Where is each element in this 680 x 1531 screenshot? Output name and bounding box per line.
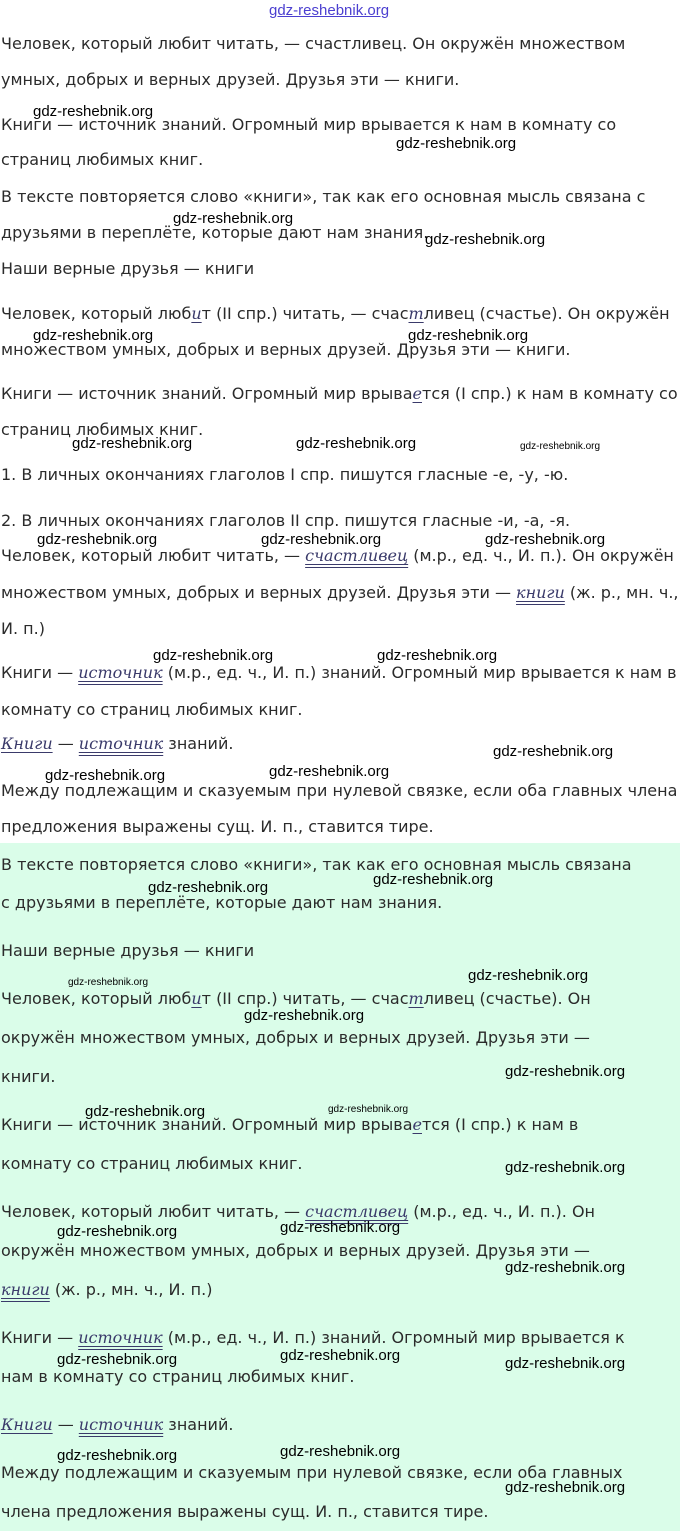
heading-line: Наши верные друзья — книги (1, 259, 255, 278)
analysis-line (1, 663, 677, 683)
dash: — (52, 734, 79, 753)
watermark: gdz-reshebnik.org (468, 967, 589, 984)
watermark: gdz-reshebnik.org (396, 135, 517, 152)
paragraph-line: окружён множеством умных, добрых и верных друзей. Друзья эти — (1, 1028, 590, 1047)
analysis-line (1, 583, 678, 603)
analysis-line (1, 1328, 625, 1348)
paragraph-line: страниц любимых книг. (1, 420, 204, 439)
text: Человек, который любит читать, — (1, 546, 306, 565)
text: тся (I спр.) к нам в комнату со (422, 384, 678, 403)
watermark: gdz-reshebnik.org (296, 435, 417, 452)
watermark: gdz-reshebnik.org (505, 1063, 626, 1080)
consonant-mark: т (408, 989, 424, 1008)
paragraph-line: умных, добрых и верных друзей. Друзья эти — книги. (1, 70, 460, 89)
paragraph-line: комнату со страниц любимых книг. (1, 700, 303, 719)
watermark: gdz-reshebnik.org (244, 1007, 365, 1024)
paragraph-line: окружён множеством умных, добрых и верных друзей. Друзья эти — (1, 1241, 590, 1260)
watermark: gdz-reshebnik.org (280, 1443, 401, 1460)
text: т (II спр.) читать, — счас (201, 989, 409, 1008)
watermark: gdz-reshebnik.org (280, 1219, 401, 1236)
rule-line: 2. В личных окончаниях глаголов II спр. пишутся гласные -и, -а, -я. (1, 511, 571, 530)
rule-line: Между подлежащим и сказуемым при нулевой связке, если оба главных (1, 1463, 623, 1482)
predicate-word: книги (516, 583, 565, 602)
vowel-mark: и (191, 304, 202, 323)
text: Книги — источник знаний. Огромный мир врыва (1, 1115, 413, 1134)
watermark: gdz-reshebnik.org (261, 531, 382, 548)
heading-line: Наши верные друзья — книги (1, 941, 255, 960)
predicate-word: счастливец (305, 1202, 409, 1221)
predicate-word: счастливец (305, 546, 409, 565)
text: (м.р., ед. ч., И. п.). Он (408, 1202, 595, 1221)
watermark: gdz-reshebnik.org (505, 1159, 626, 1176)
watermark: gdz-reshebnik.org (425, 231, 546, 248)
watermark: gdz-reshebnik.org (280, 1347, 401, 1364)
scheme-line (1, 1415, 233, 1435)
text: Книги — источник знаний. Огромный мир врыва (1, 384, 413, 403)
paragraph-line: множеством умных, добрых и верных друзей. Друзья эти — книги. (1, 340, 571, 359)
watermark: gdz-reshebnik.org (373, 871, 494, 888)
text: т (II спр.) читать, — счас (201, 304, 409, 323)
analysis-line (1, 546, 674, 566)
watermark: gdz-reshebnik.org (377, 647, 498, 664)
text: множеством умных, добрых и верных друзей. Друзья эти — (1, 583, 517, 602)
scheme-line (1, 734, 233, 754)
text: ливец (счастье). Он (423, 989, 591, 1008)
text: (м.р., ед. ч., И. п.) знаний. Огромный мир врывается к нам в (162, 663, 677, 682)
watermark: gdz-reshebnik.org (505, 1479, 626, 1496)
rule-line: 1. В личных окончаниях глаголов I спр. пишутся гласные -е, -у, -ю. (1, 465, 569, 484)
predicate-word: книги (1, 1280, 50, 1299)
text: ливец (счастье). Он окружён (423, 304, 670, 323)
analysis-line (1, 304, 670, 324)
vowel-mark: е (412, 1115, 422, 1134)
paragraph-line: В тексте повторяется слово «книги», так как его основная мысль связана (1, 855, 632, 874)
paragraph-line: комнату со страниц любимых книг. (1, 1154, 303, 1173)
paragraph-line: Книги — источник знаний. Огромный мир врывается к нам в комнату со (1, 115, 617, 134)
watermark: gdz-reshebnik.org (173, 210, 294, 227)
text: Человек, который люб (1, 989, 192, 1008)
text: (ж. р., мн. ч., И. п.) (49, 1280, 213, 1299)
watermark: gdz-reshebnik.org (505, 1259, 626, 1276)
subject-word: Книги (1, 1415, 53, 1434)
text: знаний. (163, 1415, 234, 1434)
rule-line: Между подлежащим и сказуемым при нулевой связке, если оба главных члена (1, 781, 678, 800)
watermark: gdz-reshebnik.org (485, 531, 606, 548)
text: Человек, который любит читать, — (1, 1202, 306, 1221)
text: (ж. р., мн. ч., (564, 583, 679, 602)
analysis-line (1, 1280, 212, 1300)
text: тся (I спр.) к нам в (422, 1115, 579, 1134)
rule-line: члена предложения выражены сущ. И. п., ставится тире. (1, 1502, 489, 1521)
watermark: gdz-reshebnik.org (33, 103, 154, 120)
watermark: gdz-reshebnik.org (68, 977, 149, 988)
predicate-word: источник (78, 663, 163, 682)
paragraph-line: с друзьями в переплёте, которые дают нам знания. (1, 893, 443, 912)
rule-line: предложения выражены сущ. И. п., ставится тире. (1, 817, 434, 836)
paragraph-line: друзьями в переплёте, которые дают нам знания. (1, 223, 429, 242)
predicate-word: источник (78, 734, 164, 753)
text: Человек, который люб (1, 304, 192, 323)
watermark: gdz-reshebnik.org (520, 441, 601, 452)
subject-word: Книги (1, 734, 53, 753)
watermark: gdz-reshebnik.org (37, 531, 158, 548)
watermark: gdz-reshebnik.org (408, 327, 529, 344)
watermark: gdz-reshebnik.org (493, 743, 614, 760)
watermark: gdz-reshebnik.org (57, 1447, 178, 1464)
paragraph-line: книги. (1, 1067, 56, 1086)
watermark: gdz-reshebnik.org (57, 1351, 178, 1368)
paragraph-line: Человек, который любит читать, — счастливец. Он окружён множеством (1, 34, 626, 53)
text: Книги — (1, 663, 79, 682)
watermark: gdz-reshebnik.org (85, 1103, 206, 1120)
watermark: gdz-reshebnik.org (328, 1104, 409, 1115)
vowel-mark: е (412, 384, 422, 403)
text: Книги — (1, 1328, 79, 1347)
watermark: gdz-reshebnik.org (153, 647, 274, 664)
site-watermark-link[interactable]: gdz-reshebnik.org (269, 2, 390, 19)
watermark: gdz-reshebnik.org (57, 1223, 178, 1240)
text: (м.р., ед. ч., И. п.). Он окружён (408, 546, 674, 565)
paragraph-line: нам в комнату со страниц любимых книг. (1, 1367, 355, 1386)
watermark: gdz-reshebnik.org (269, 763, 390, 780)
text: знаний. (163, 734, 234, 753)
dash: — (52, 1415, 79, 1434)
text: (м.р., ед. ч., И. п.) знаний. Огромный мир врывается к (162, 1328, 625, 1347)
vowel-mark: и (191, 989, 202, 1008)
analysis-line (1, 989, 591, 1009)
watermark: gdz-reshebnik.org (72, 435, 193, 452)
watermark: gdz-reshebnik.org (45, 767, 166, 784)
watermark: gdz-reshebnik.org (148, 879, 269, 896)
analysis-line (1, 384, 678, 404)
predicate-word: источник (78, 1415, 164, 1434)
paragraph-line: страниц любимых книг. (1, 150, 204, 169)
predicate-word: источник (78, 1328, 163, 1347)
consonant-mark: т (408, 304, 424, 323)
paragraph-line: И. п.) (1, 619, 45, 638)
watermark: gdz-reshebnik.org (33, 327, 154, 344)
watermark: gdz-reshebnik.org (505, 1355, 626, 1372)
paragraph-line: В тексте повторяется слово «книги», так как его основная мысль связана с (1, 187, 646, 206)
